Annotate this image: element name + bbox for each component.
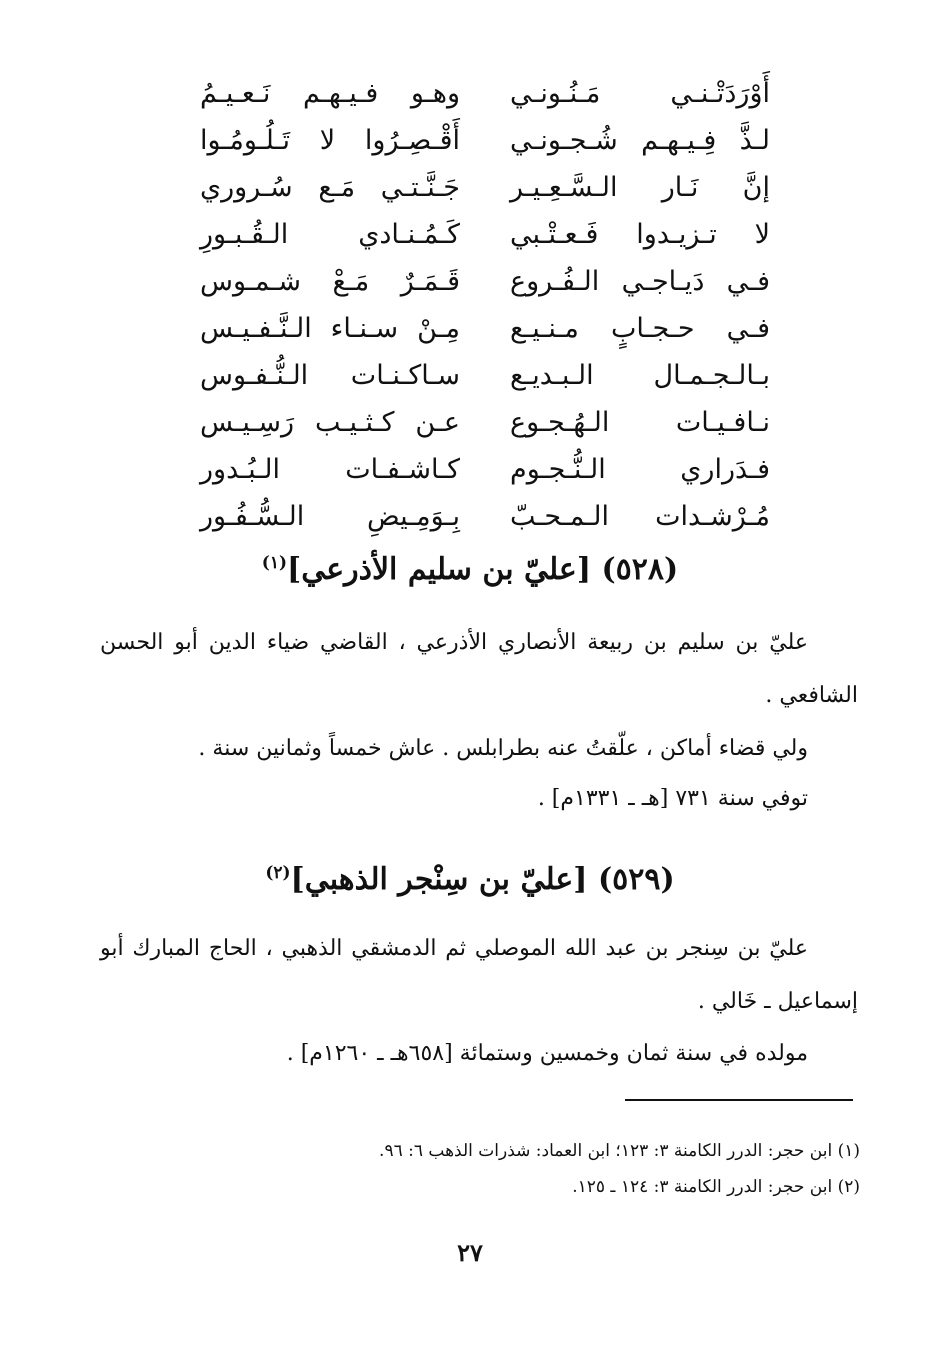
footnote-ref-2: (٢) [265, 863, 291, 883]
verse-line [200, 117, 770, 164]
verse-line [200, 70, 770, 117]
verse-first-hemistich: فـدَراري الـنُّـجـوم [510, 454, 770, 485]
verse-second-hemistich: وهـو فـيـهـم نَـعـيـمُ [200, 78, 460, 109]
verse-second-hemistich: عـن كـثـيـب رَسِـيـس [200, 407, 460, 438]
verse-line [200, 352, 770, 399]
poem-verses [200, 70, 770, 540]
verse-second-hemistich: جَـنَّـتـي مَـع سُـروري [200, 172, 460, 203]
verse-first-hemistich: فـي حـجـابٍ مـنـيـع [510, 313, 770, 344]
verse-second-hemistich: قَـمَـرٌ مَـعْ شـمـوس [200, 266, 460, 297]
verse-line [200, 399, 770, 446]
verse-line [200, 211, 770, 258]
entry-528-title: (٥٢٨) [عليّ بن سليم الأذرعي] [287, 552, 679, 587]
entry-528-paragraph-1: عليّ بن سليم بن ربيعة الأنصاري الأذرعي ، القاضي ضياء الدين أبو الحسن الشافعي . [100, 630, 858, 708]
entry-528-paragraph-3: توفي سنة ٧٣١ [هـ ـ ١٣٣١م] . [537, 786, 808, 811]
footnote-ref-1: (١) [261, 553, 287, 573]
footnote-2: (٢) ابن حجر: الدرر الكامنة ٣: ١٢٤ ـ ١٢٥. [572, 1177, 860, 1197]
footnotes [100, 1133, 860, 1205]
verse-second-hemistich: بِـوَمِـيضِ الـسُّـفُـور [200, 501, 460, 532]
entry-528-paragraph-2: ولي قضاء أماكن ، علّقتُ عنه بطرابلس . عاش خمساً وثمانين سنة . [198, 736, 808, 761]
verse-line [200, 446, 770, 493]
verse-line [200, 305, 770, 352]
verse-line [200, 493, 770, 540]
verse-second-hemistich: مِـنْ سـنـاء الـنَّـفـيـس [200, 313, 460, 344]
entry-529-paragraph-2: مولده في سنة ثمان وخمسين وستمائة [٦٥٨هـ ـ ١٢٦٠م] . [286, 1041, 808, 1066]
verse-second-hemistich: أَقْـصِـرُوا لا تَـلُـومُـوا [200, 125, 460, 156]
entry-529-title: (٥٢٩) [عليّ بن سِنْجر الذهبي] [290, 862, 675, 897]
verse-first-hemistich: لـذَّ فِـيـهـم شُـجـونـي [510, 125, 770, 156]
entry-529-heading [100, 862, 840, 897]
verse-second-hemistich: كـاشـفـات الـبُـدور [200, 454, 460, 485]
verse-second-hemistich: كَـمُـنـادي الـقُـبـورِ [200, 219, 460, 250]
footnote-divider [625, 1099, 853, 1101]
footnote-1: (١) ابن حجر: الدرر الكامنة ٣: ١٢٣؛ ابن العماد: شذرات الذهب ٦: ٩٦. [379, 1141, 860, 1161]
verse-first-hemistich: أَوْرَدَتْـنـي مَـنُـونـي [510, 78, 770, 109]
verse-first-hemistich: بـالـجـمـال الـبـديـع [510, 360, 770, 391]
entry-528-heading [100, 552, 840, 587]
verse-line [200, 164, 770, 211]
entry-529-paragraph-1: عليّ بن سِنجر بن عبد الله الموصلي ثم الدمشقي الذهبي ، الحاج المبارك أبو إسماعيل ـ خَالي . [100, 936, 858, 1014]
verse-first-hemistich: لا تـزيـدوا فَـعـتْـبي [510, 219, 770, 250]
verse-second-hemistich: سـاكـنـات الـنُّـفـوس [200, 360, 460, 391]
verse-first-hemistich: فـي دَيـاجـي الـفُـروع [510, 266, 770, 297]
verse-line [200, 258, 770, 305]
verse-first-hemistich: نـافـيـات الـهُـجـوع [510, 407, 770, 438]
verse-first-hemistich: إنَّ نَـار الـسَّـعِـيـر [510, 172, 770, 203]
verse-first-hemistich: مُـرْشـدات الـمـحـبّ [510, 501, 770, 532]
page-number: ٢٧ [457, 1238, 483, 1267]
